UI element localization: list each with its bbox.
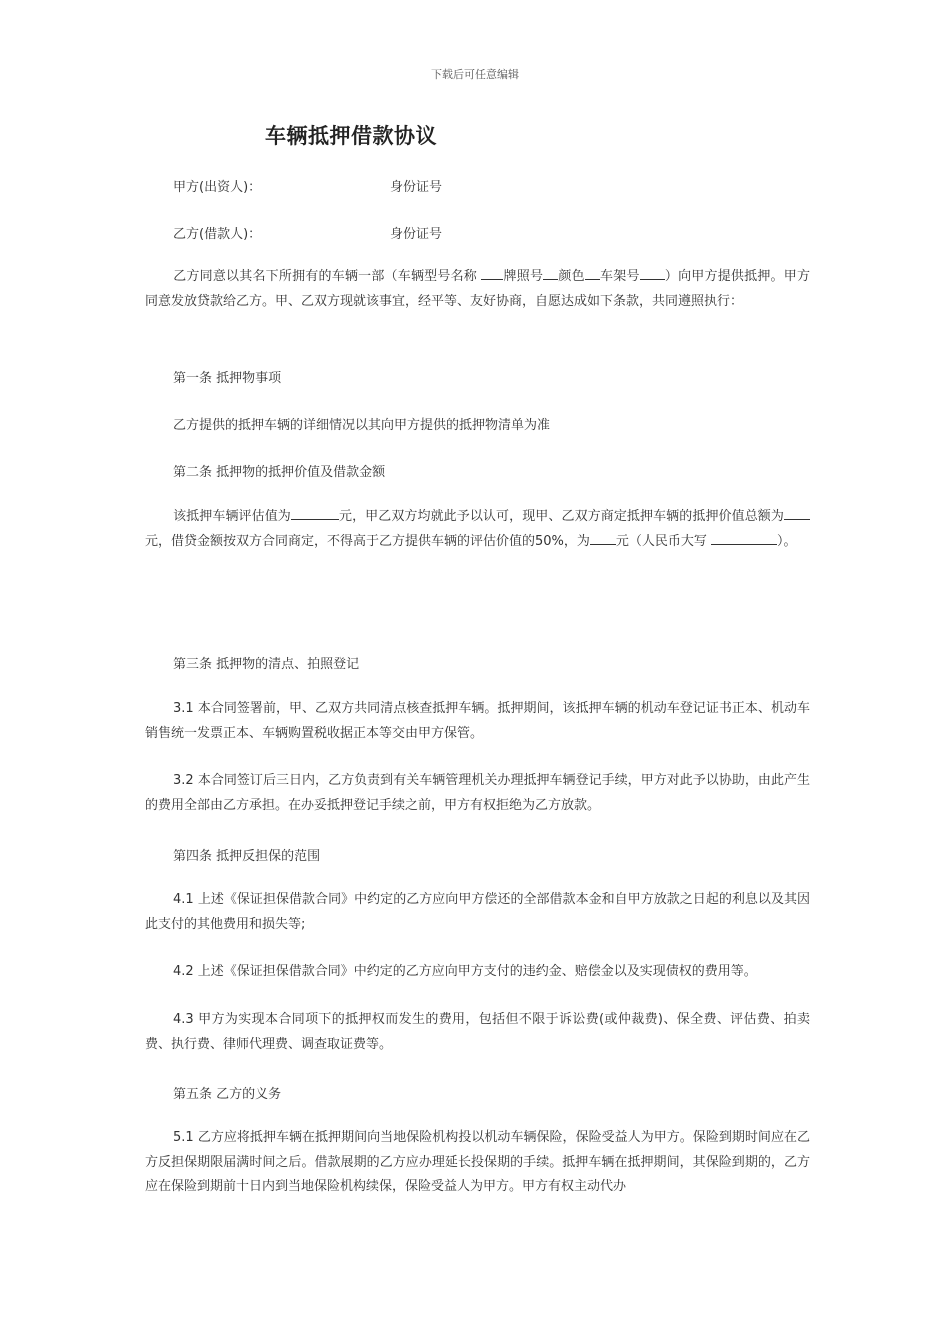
article-2-heading: 第二条 抵押物的抵押价值及借款金额 (173, 465, 386, 480)
party-a-line (173, 176, 443, 195)
article-2-text-3: 元，借贷金额按双方合同商定，不得高于乙方提供车辆的评估价值的50%，为 (145, 533, 590, 549)
intro-text-1: 乙方同意以其名下所拥有的车辆一部（车辆型号名称 (173, 269, 482, 284)
party-a-label: 甲方(出资人)： (173, 180, 262, 195)
article-4-heading: 第四条 抵押反担保的范围 (173, 849, 321, 864)
document-title: 车辆抵押借款协议 (265, 124, 437, 148)
model-name-blank (481, 266, 503, 280)
intro-text-4: 车架号 (599, 269, 640, 284)
loan-amount-blank (590, 531, 616, 545)
mortgage-value-blank (784, 506, 810, 520)
clause-4-1 (145, 888, 810, 937)
color-blank (585, 266, 600, 280)
party-b-id-label: 身份证号 (390, 227, 443, 242)
intro-text-3: 颜色 (558, 269, 585, 284)
article-2-paragraph (145, 505, 810, 554)
clause-3-1 (145, 697, 810, 746)
clause-4-2 (145, 960, 810, 985)
clause-4-3-text: 4.3 甲方为实现本合同项下的抵押权而发生的费用，包括但不限于诉讼费(或仲裁费)、保全费、评估费、拍卖费、执行费、律师代理费、调查取证费等。 (145, 1012, 810, 1052)
clause-5-1 (145, 1126, 810, 1200)
party-b-label: 乙方(借款人)： (173, 227, 262, 242)
intro-paragraph (145, 265, 810, 314)
clause-3-2-text: 3.2 本合同签订后三日内，乙方负责到有关车辆管理机关办理抵押车辆登记手续，甲方对此予以协助，由此产生的费用全部由乙方承担。在办妥抵押登记手续之前，甲方有权拒绝为乙方放款。 (145, 773, 810, 813)
clause-5-1-text: 5.1 乙方应将抵押车辆在抵押期间向当地保险机构投以机动车辆保险，保险受益人为甲方。保险到期时间应在乙方反担保期限届满时间之后。借款展期的乙方应办理延长投保期的手续。抵押车辆在抵押期间，其保险到期的，乙方应在保险到期前十日内到当地保险机构续保，保险受益人为甲方。甲方有权主动代办 (145, 1130, 810, 1194)
clause-4-2-text: 4.2 上述《保证担保借款合同》中约定的乙方应向甲方支付的违约金、赔偿金以及实现债权的费用等。 (173, 964, 757, 979)
clause-3-1-text: 3.1 本合同签署前，甲、乙双方共同清点核查抵押车辆。抵押期间，该抵押车辆的机动车登记证书正本、机动车销售统一发票正本、车辆购置税收据正本等交由甲方保管。 (145, 701, 810, 741)
article-5-heading: 第五条 乙方的义务 (173, 1087, 282, 1102)
party-b-line (173, 223, 443, 242)
clause-4-1-text: 4.1 上述《保证担保借款合同》中约定的乙方应向甲方偿还的全部借款本金和自甲方放款之日起的利息以及其因此支付的其他费用和损失等; (145, 892, 810, 932)
party-a-id-label: 身份证号 (390, 180, 443, 195)
amount-in-words-blank (711, 531, 777, 545)
article-2-text-2: 元，甲乙双方均就此予以认可，现甲、乙双方商定抵押车辆的抵押价值总额为 (338, 509, 784, 524)
article-3-heading: 第三条 抵押物的清点、拍照登记 (173, 657, 360, 672)
intro-text-2: 牌照号 (503, 269, 544, 284)
vin-blank (640, 266, 665, 280)
assessed-value-blank (291, 506, 339, 520)
plate-blank (543, 266, 558, 280)
article-1-heading: 第一条 抵押物事项 (173, 371, 282, 386)
clause-3-2 (145, 769, 810, 818)
clause-4-3 (145, 1008, 810, 1057)
article-2-text-4: 元（人民币大写 (615, 533, 712, 549)
article-1-text: 乙方提供的抵押车辆的详细情况以其向甲方提供的抵押物清单为准 (173, 418, 551, 433)
article-2-text-1: 该抵押车辆评估值为 (173, 509, 291, 524)
article-2-text-5: ）。 (777, 533, 797, 549)
intro-text-5: ）向甲方提供抵押。甲方同意发放贷款给乙方。甲、乙双方现就该事宜，经平等、友好协商，自愿达成如下条款，共同遵照执行： (145, 269, 810, 309)
header-note: 下载后可任意编辑 (431, 68, 519, 81)
